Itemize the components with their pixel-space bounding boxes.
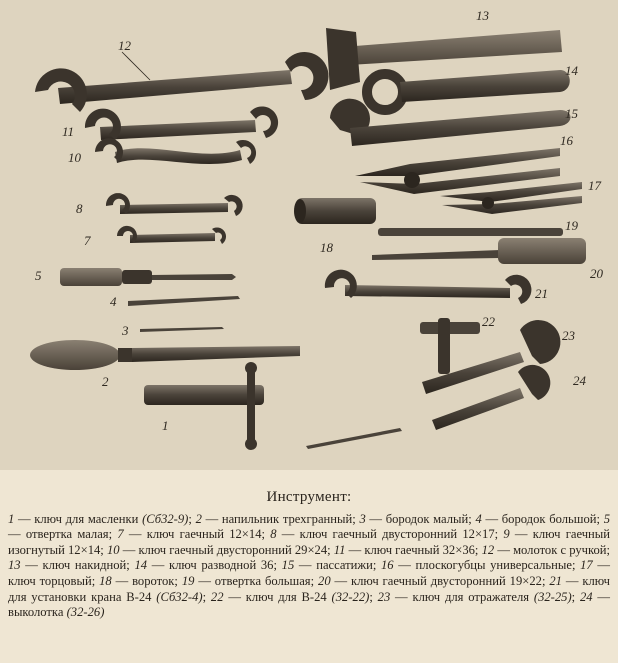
caption-item: 20 — ключ гаечный двусторонний 19×22; <box>318 573 550 588</box>
caption-item-number: 9 <box>503 527 510 542</box>
caption-item-code: (32-26) <box>63 605 105 620</box>
caption-item-text: — ключ гаечный 12×14 <box>123 527 262 542</box>
caption-item-number: 8 <box>270 527 277 542</box>
caption-item: 10 — ключ гаечный двусторонний 29×24; <box>106 542 334 557</box>
caption-item-number: 11 <box>333 542 346 557</box>
caption-item-text: — пассатижи <box>294 558 373 573</box>
caption-item-number: 22 <box>210 589 224 604</box>
label-20: 21 <box>535 286 548 301</box>
caption-item-number: 7 <box>117 527 124 542</box>
caption-item-text: — ключ для установки крана В-24 <box>8 573 611 604</box>
caption-item: 14 — ключ разводной 36; <box>134 558 282 573</box>
caption-item-text: — молоток с ручкой <box>494 542 607 557</box>
label-22: 23 <box>562 328 575 343</box>
caption-item-number: 1 <box>8 511 15 526</box>
caption-item: 15 — пассатижи; <box>281 558 381 573</box>
label-17: 18 <box>320 240 333 255</box>
label-21: 22 <box>482 314 495 329</box>
caption-item-text: — вороток <box>111 573 175 588</box>
label-23: 24 <box>573 373 586 388</box>
caption-item-text: — ключ накидной <box>20 558 127 573</box>
caption-item-number: 20 <box>318 573 331 588</box>
caption-item-number: 4 <box>475 511 482 526</box>
caption-title: Инструмент: <box>266 489 352 505</box>
caption-item: 23 — ключ для отражателя (32-25); <box>377 589 580 604</box>
caption-item-number: 16 <box>381 558 394 573</box>
caption-item-text: — ключ разводной 36 <box>147 558 274 573</box>
caption-item-text: — ключ торцовый <box>8 558 610 588</box>
caption-body <box>8 512 610 621</box>
caption-item-number: 21 <box>549 573 562 588</box>
caption <box>8 490 610 621</box>
caption-item-code: (Сб32-4) <box>151 589 203 604</box>
label-12: 13 <box>476 8 489 23</box>
caption-item-number: 19 <box>181 573 195 588</box>
label-3: 3 <box>122 323 129 338</box>
caption-item-number: 12 <box>481 542 495 557</box>
caption-item-text: — бородок большой <box>481 511 597 526</box>
caption-item: 16 — плоскогубцы универсальные; <box>381 558 581 573</box>
caption-item: 1 — ключ для масленки (Сб32-9); <box>8 511 196 526</box>
tool-socket-wrench <box>294 198 376 224</box>
label-8: 8 <box>76 201 83 216</box>
caption-item-code: (Сб32-9) <box>138 511 189 526</box>
label-18: 19 <box>565 218 578 233</box>
caption-item-number: 2 <box>195 511 202 526</box>
caption-item: 19 — отвертка большая; <box>181 573 319 588</box>
label-11: 12 <box>118 38 131 53</box>
caption-item-text: — бородок малый <box>365 511 469 526</box>
label-13: 14 <box>565 63 578 78</box>
caption-item: 2 — напильник трехгранный; <box>195 511 360 526</box>
caption-item: 7 — ключ гаечный 12×14; <box>117 527 271 542</box>
caption-item-number: 10 <box>106 542 120 557</box>
caption-item-number: 13 <box>8 558 21 573</box>
caption-item-code: (32-22) <box>326 589 370 604</box>
label-10: 11 <box>62 124 75 139</box>
tool-tommy-bar <box>378 228 563 236</box>
caption-item: 13 — ключ накидной; <box>8 558 135 573</box>
caption-item-text: — ключ гаечный двусторонний 29×24 <box>119 542 328 557</box>
label-19: 20 <box>590 266 603 281</box>
caption-item-text: — ключ для отражателя <box>390 589 530 604</box>
caption-item: 22 — ключ для В-24 (32-22); <box>210 589 378 604</box>
caption-item: 8 — ключ гаечный двусторонний 12×17; <box>270 527 504 542</box>
caption-item: 21 — ключ для установки крана В-24 (Сб32-4); <box>8 573 611 604</box>
caption-item-code: (32-25) <box>529 589 572 604</box>
caption-item-number: 23 <box>377 589 391 604</box>
caption-item-text: — ключ гаечный 32×36 <box>345 542 475 557</box>
caption-item-text: — отвертка малая <box>8 527 109 542</box>
caption-item-text: — ключ для В-24 <box>223 589 327 604</box>
caption-item-text: — ключ гаечный двусторонний 12×17 <box>276 527 495 542</box>
caption-item-text: — напильник трехгранный <box>201 511 353 526</box>
label-1: 1 <box>162 418 169 433</box>
caption-item-text: — плоскогубцы универсальные <box>393 558 572 573</box>
caption-item: 3 — бородок малый; <box>359 511 476 526</box>
caption-item-number: 5 <box>603 511 610 526</box>
label-16: 17 <box>588 178 601 193</box>
caption-item-number: 17 <box>580 558 593 573</box>
caption-item-number: 3 <box>359 511 366 526</box>
caption-item: 4 — бородок большой; <box>475 511 604 526</box>
label-9: 10 <box>68 150 81 165</box>
caption-item-text: — ключ гаечный изогнутый 12×14 <box>8 527 610 557</box>
label-7: 7 <box>84 233 91 248</box>
caption-item-number: 24 <box>580 589 593 604</box>
caption-item-number: 15 <box>281 558 295 573</box>
caption-item: 18 — вороток; <box>99 573 182 588</box>
caption-item-text: — выколотка <box>8 589 611 620</box>
label-2: 2 <box>102 374 109 389</box>
caption-item: 11 — ключ гаечный 32×36; <box>333 542 482 557</box>
caption-item-number: 14 <box>134 558 148 573</box>
caption-item-text: — ключ гаечный двусторонний 19×22 <box>330 573 542 588</box>
label-14: 15 <box>565 106 578 121</box>
label-5: 5 <box>35 268 42 283</box>
caption-item-number: 18 <box>99 573 112 588</box>
caption-item: 5 — отвертка малая; <box>8 511 610 542</box>
caption-item: 12 — молоток с ручкой; <box>481 542 610 557</box>
caption-item: 9 — ключ гаечный изогнутый 12×14; <box>8 527 610 557</box>
caption-item-text: — ключ для масленки <box>14 511 139 526</box>
caption-item-text: — отвертка большая <box>194 573 311 588</box>
caption-item: 17 — ключ торцовый; <box>8 558 610 588</box>
label-4: 4 <box>110 294 117 309</box>
label-15: 16 <box>560 133 573 148</box>
